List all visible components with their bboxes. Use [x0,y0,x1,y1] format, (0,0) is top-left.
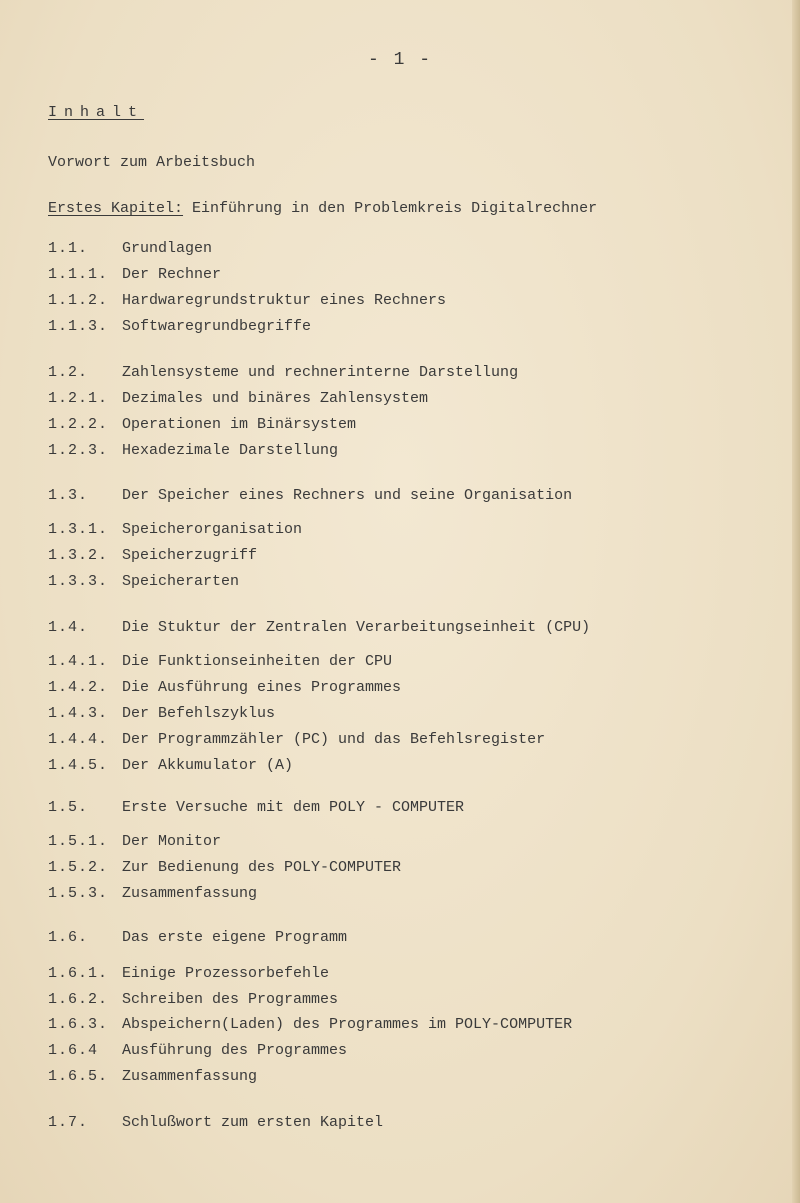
toc-entry-number: 1.2.2. [48,416,109,433]
toc-entry [48,573,239,590]
toc-entry-title: Zahlensysteme und rechnerinterne Darstellung [122,364,519,381]
toc-entry [48,390,428,407]
toc-entry-title: Hexadezimale Darstellung [122,442,339,459]
toc-entry-number: 1.3.3. [48,573,109,590]
toc-entry [48,799,464,816]
page-number: - 1 - [367,50,432,70]
toc-entry [48,547,257,564]
toc-entry [48,1068,257,1085]
toc-entry-number: 1.4.2. [48,679,109,696]
toc-entry [48,521,302,538]
toc-entry-title: Abspeichern(Laden) des Programmes im POLY-COMPUTER [122,1016,573,1033]
toc-entry-title: Hardwaregrundstruktur eines Rechners [122,292,447,309]
toc-entry-title: Erste Versuche mit dem POLY - COMPUTER [122,799,465,816]
toc-entry-title: Softwaregrundbegriffe [122,318,312,335]
toc-entry-number: 1.3.1. [48,521,109,538]
toc-entry-title: Speicherorganisation [122,521,303,538]
toc-entry [48,266,221,283]
toc-entry-number: 1.1.1. [48,266,109,283]
toc-entry-title: Der Akkumulator (A) [122,757,294,774]
toc-entry [48,292,446,309]
toc-entry [48,1016,572,1033]
toc-entry-number: 1.1. [48,240,89,257]
toc-entry-title: Der Programmzähler (PC) und das Befehlsregister [122,731,546,748]
toc-entry-title: Schlußwort zum ersten Kapitel [122,1114,384,1131]
toc-entry-number: 1.6. [48,929,89,946]
chapter-label: Erstes Kapitel: [48,200,184,217]
toc-entry-number: 1.4. [48,619,89,636]
toc-entry [48,318,311,335]
toc-entry-number: 1.3.2. [48,547,109,564]
toc-entry [48,653,392,670]
toc-entry-number: 1.6.3. [48,1016,109,1033]
toc-entry-title: Ausführung des Programmes [122,1042,348,1059]
toc-entry-number: 1.6.4 [48,1042,99,1059]
toc-entry-title: Zusammenfassung [122,1068,258,1085]
toc-entry [48,965,329,982]
toc-entry [48,885,257,902]
toc-entry [48,991,338,1008]
toc-entry-number: 1.7. [48,1114,89,1131]
toc-entry-title: Das erste eigene Programm [122,929,348,946]
toc-entry [48,679,401,696]
toc-entry-number: 1.4.5. [48,757,109,774]
toc-entry-title: Operationen im Binärsystem [122,416,357,433]
toc-entry [48,487,572,504]
toc-entry-title: Grundlagen [122,240,213,257]
toc-entry-title: Die Funktionseinheiten der CPU [122,653,393,670]
page-edge [792,0,800,1203]
toc-entry-title: Die Stuktur der Zentralen Verarbeitungseinheit (CPU) [122,619,591,636]
toc-entry-number: 1.4.3. [48,705,109,722]
toc-entry-number: 1.5.3. [48,885,109,902]
toc-entry [48,442,338,459]
toc-entry-number: 1.1.2. [48,292,109,309]
toc-entry-number: 1.6.2. [48,991,109,1008]
toc-entry [48,240,212,257]
toc-entry [48,705,275,722]
chapter-title: Einführung in den Problemkreis Digitalrechner [192,200,598,217]
toc-entry [48,859,401,876]
toc-entry [48,416,356,433]
toc-entry-title: Speicherarten [122,573,240,590]
toc-entry-number: 1.6.1. [48,965,109,982]
toc-entry [48,833,221,850]
toc-entry [48,929,347,946]
toc-entry [48,1114,383,1131]
toc-entry-title: Dezimales und binäres Zahlensystem [122,390,429,407]
toc-entry-title: Der Befehlszyklus [122,705,276,722]
toc-entry-title: Schreiben des Programmes [122,991,339,1008]
toc-entry-title: Der Rechner [122,266,222,283]
toc-entry-number: 1.4.4. [48,731,109,748]
toc-entry-number: 1.2. [48,364,89,381]
toc-entry [48,1042,347,1059]
toc-entry-title: Einige Prozessorbefehle [122,965,330,982]
toc-entry-title: Der Speicher eines Rechners und seine Organisation [122,487,573,504]
toc-entry-number: 1.5.2. [48,859,109,876]
toc-entry-title: Die Ausführung eines Programmes [122,679,402,696]
foreword-entry: Vorwort zum Arbeitsbuch [48,154,256,171]
chapter-heading [48,200,597,217]
toc-entry-title: Zusammenfassung [122,885,258,902]
toc-entry-number: 1.6.5. [48,1068,109,1085]
toc-entry-number: 1.3. [48,487,89,504]
toc-entry [48,364,518,381]
toc-entry-title: Zur Bedienung des POLY-COMPUTER [122,859,402,876]
toc-entry-number: 1.5. [48,799,89,816]
toc-entry-number: 1.1.3. [48,318,109,335]
toc-heading: Inhalt [48,104,145,121]
toc-entry [48,757,293,774]
toc-entry-title: Speicherzugriff [122,547,258,564]
toc-entry [48,731,545,748]
toc-entry-number: 1.4.1. [48,653,109,670]
toc-entry-number: 1.2.3. [48,442,109,459]
toc-entry-number: 1.2.1. [48,390,109,407]
toc-entry-number: 1.5.1. [48,833,109,850]
toc-entry [48,619,590,636]
toc-entry-title: Der Monitor [122,833,222,850]
